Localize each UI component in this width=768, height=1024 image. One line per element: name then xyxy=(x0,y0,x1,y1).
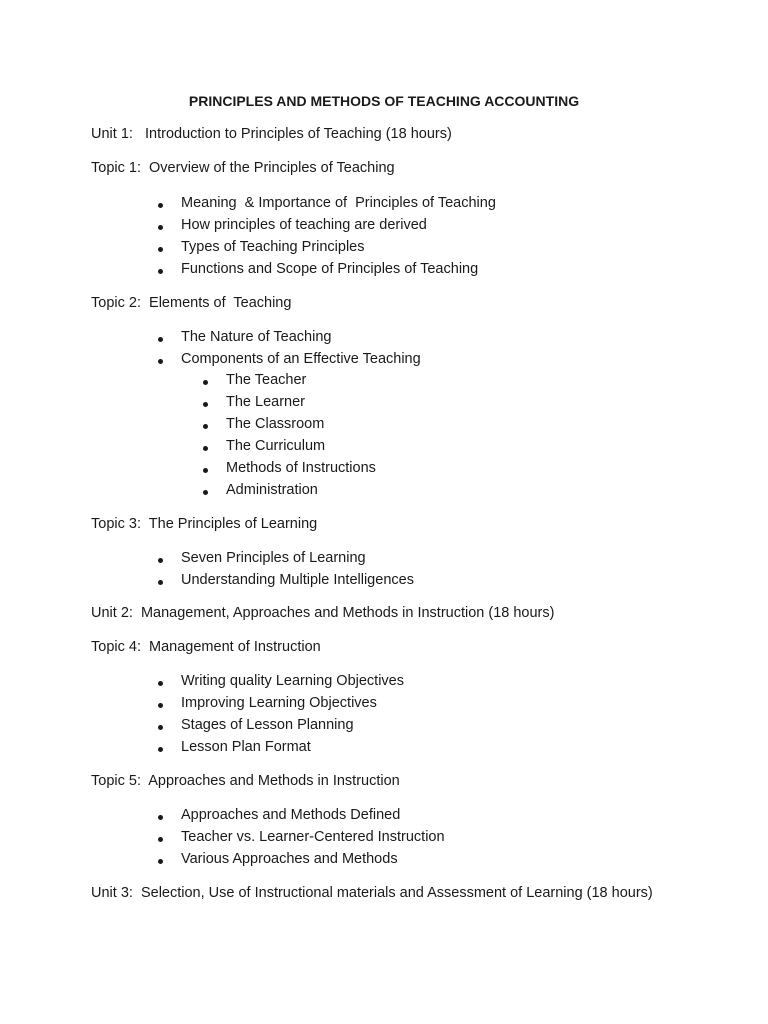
document-title: PRINCIPLES AND METHODS OF TEACHING ACCOUNTING xyxy=(188,93,580,109)
bullet-icon xyxy=(158,681,163,686)
bullet-icon xyxy=(158,269,163,274)
unit-1-heading: Unit 1: Introduction to Principles of Teaching (18 hours) xyxy=(91,126,452,142)
unit-3-heading: Unit 3: Selection, Use of Instructional materials and Assessment of Learning (18 hours) xyxy=(91,885,653,901)
topic-4-heading: Topic 4: Management of Instruction xyxy=(91,639,321,655)
topic-2-heading: Topic 2: Elements of Teaching xyxy=(91,295,292,311)
bullet-icon xyxy=(158,859,163,864)
bullet-icon xyxy=(203,380,208,385)
document-page: PRINCIPLES AND METHODS OF TEACHING ACCOUNTING Unit 1: Introduction to Principles of Teaching (18 hours) Topic 1: Overview of the Principles of Teaching Meaning & Importance of Principles of Teaching How principles of teaching are derived Types of Teaching Principles Functions and Scope of Principles of Teaching Topic 2: Elements of Teaching The Nature of Teaching Components of an Effective Teaching The Teacher The Learner The Classroom The Curriculum Methods of Instructions Administration Topic 3: The Principles of Learning Seven Principles of Learning Understanding Multiple Intelligences Unit 2: Management, Approaches and Methods in Instruction (18 hours) Topic 4: Management of Instruction Writing quality Learning Objectives Improving Learning Objectives Stages of Lesson Planning Lesson Plan Format Topic 5: Approaches and Methods in Instruction Approaches and Methods Defined Teacher vs. Learner-Centered Instruction Various Approaches and Methods Unit 3: Selection, Use of Instructional materials and Assessment of Learning (18 hours) xyxy=(0,0,768,1024)
bullet-icon xyxy=(158,359,163,364)
bullet-icon xyxy=(203,468,208,473)
topic-1-heading: Topic 1: Overview of the Principles of Teaching xyxy=(91,160,395,176)
topic-3-heading: Topic 3: The Principles of Learning xyxy=(91,516,318,532)
bullet-icon xyxy=(158,337,163,342)
bullet-icon xyxy=(203,402,208,407)
bullet-icon xyxy=(203,446,208,451)
bullet-icon xyxy=(158,837,163,842)
bullet-icon xyxy=(158,247,163,252)
bullet-icon xyxy=(158,725,163,730)
bullet-icon xyxy=(158,225,163,230)
bullet-icon xyxy=(158,703,163,708)
bullet-icon xyxy=(158,747,163,752)
bullet-icon xyxy=(158,203,163,208)
unit-2-heading: Unit 2: Management, Approaches and Methods in Instruction (18 hours) xyxy=(91,605,555,621)
bullet-icon xyxy=(203,424,208,429)
topic-5-heading: Topic 5: Approaches and Methods in Instruction xyxy=(91,773,400,789)
bullet-icon xyxy=(158,580,163,585)
bullet-icon xyxy=(203,490,208,495)
bullet-icon xyxy=(158,815,163,820)
bullet-icon xyxy=(158,558,163,563)
